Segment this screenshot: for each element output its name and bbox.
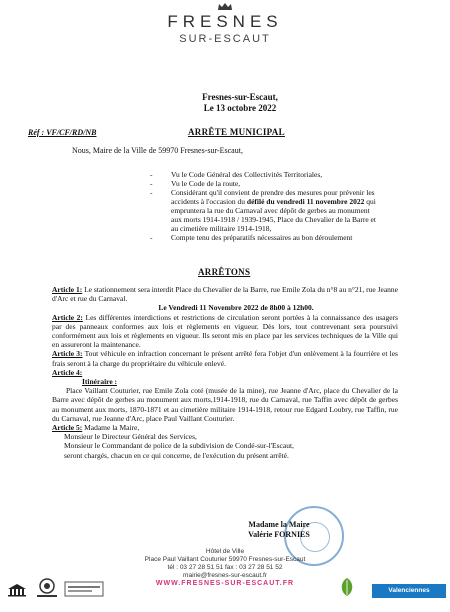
date-line: Le 13 octobre 2022 bbox=[203, 103, 277, 113]
article-5-line: Monsieur le Commandant de police de la subdivision de Condé-sur-l'Escaut, bbox=[64, 441, 294, 451]
signatory-name: Valérie FORNIES bbox=[248, 530, 310, 539]
label-logo-icon bbox=[64, 580, 104, 598]
itinerary-label: Itinéraire : bbox=[82, 377, 118, 387]
article-4: Article 4: bbox=[52, 367, 83, 377]
place-and-date bbox=[160, 92, 320, 114]
website-link[interactable]: WWW.FRESNES-SUR-ESCAUT.FR bbox=[155, 580, 295, 587]
document-title: ARRÊTE MUNICIPAL bbox=[188, 127, 285, 137]
considerants-list bbox=[150, 170, 382, 242]
heritage-logo-icon bbox=[34, 578, 60, 598]
footer-line: Place Paul Vaillant Couturier 59970 Fresnes-sur-Escaut bbox=[144, 556, 306, 563]
partner-logo: Valenciennes Métropole bbox=[372, 584, 446, 598]
signature-block bbox=[224, 520, 334, 540]
article-2: Article 2: Les différentes interdictions et restrictions de circulation seront portées à la connaissance des usagers par des panneaux conformes aux lois et règlements en vigueur. Dès lors, tout contrevenant sera poursuivi conformément aux lois et règlements en vigueur. Ils seront mis en place par les services techniques de la Ville qui en assureront la maintenance. bbox=[52, 312, 398, 350]
reference: Réf : VF/CF/RD/NB bbox=[28, 128, 97, 137]
considerant-item: - Compte tenu des préparatifs nécessaires au bon déroulement bbox=[150, 233, 353, 242]
considerant-item: - Considérant qu'il convient de prendre des mesures pour prévenir les accidents à l'occasion du défilé du vendredi 11 novembre 2022 qui empruntera la rue du Carnaval avec dépôt de gerbes au monument aux morts 1914-1918 / 1939-1945, Place du Chevalier de la Barre et au cimetière militaire 1914-1918, bbox=[150, 188, 376, 233]
footer-line: Hôtel de Ville bbox=[205, 548, 245, 555]
considerant-item: - Vu le Code Général des Collectivités Territoriales, bbox=[150, 170, 323, 179]
crown-logo-icon bbox=[217, 2, 233, 11]
considerant-item: - Vu le Code de la route, bbox=[150, 179, 241, 188]
article-5: Article 5: Madame la Maire, bbox=[52, 423, 140, 433]
place-line: Fresnes-sur-Escaut, bbox=[202, 92, 278, 102]
green-leaf-logo-icon bbox=[336, 576, 358, 598]
signatory-title: Madame la Maire bbox=[248, 520, 310, 529]
article-1: Article 1: Le stationnement sera interdit Place du Chevalier de la Barre, rue Emile Zola du n°8 au n°21, rue Jeanne d'Arc et rue du Carnaval. bbox=[52, 285, 398, 304]
article-1-date: Le Vendredi 11 Novembre 2022 de 8h00 à 12h00. bbox=[158, 303, 314, 313]
intro-text: Nous, Maire de la Ville de 59970 Fresnes-sur-Escaut, bbox=[72, 146, 243, 155]
article-5-line: Monsieur le Directeur Général des Services, bbox=[64, 432, 197, 442]
footer-line: tél : 03 27 28 51 51 fax : 03 27 28 51 52 bbox=[167, 564, 283, 571]
articles-body bbox=[52, 285, 398, 460]
itinerary-text: Place Vaillant Couturier, rue Emile Zola coté (musée de la mine), rue Jeanne d'Arc, place du Chevalier de la Barre avec dépôt de gerbes au monument aux morts,1914-1918, rue du Carnaval, rue Taffin avec dépôt de gerbes au monument aux morts, 1870-1871 et au cimetière militaire 1914-1918, retour rue Edgard Loubry, rue Taffin, rue du Carnaval, rue Jeanne d'Arc, place Paul Vaillant Couturier. bbox=[52, 386, 398, 423]
unesco-logo-icon bbox=[6, 583, 28, 597]
town-subtitle: SUR-ESCAUT bbox=[179, 33, 271, 45]
article-5-line: seront chargés, chacun en ce qui concerne, de l'exécution du présent arrêté. bbox=[64, 450, 289, 460]
footer-line: mairie@fresnes-sur-escaut.fr bbox=[183, 572, 267, 579]
article-3: Article 3: Tout véhicule en infraction concernant le présent arrêté fera l'objet d'un enlèvement à la fourrière et les frais seront à la charge du propriétaire du véhicule enlevé. bbox=[52, 349, 398, 368]
arretons-heading: ARRÊTONS bbox=[198, 267, 251, 277]
town-name: FRESNES bbox=[167, 12, 283, 31]
